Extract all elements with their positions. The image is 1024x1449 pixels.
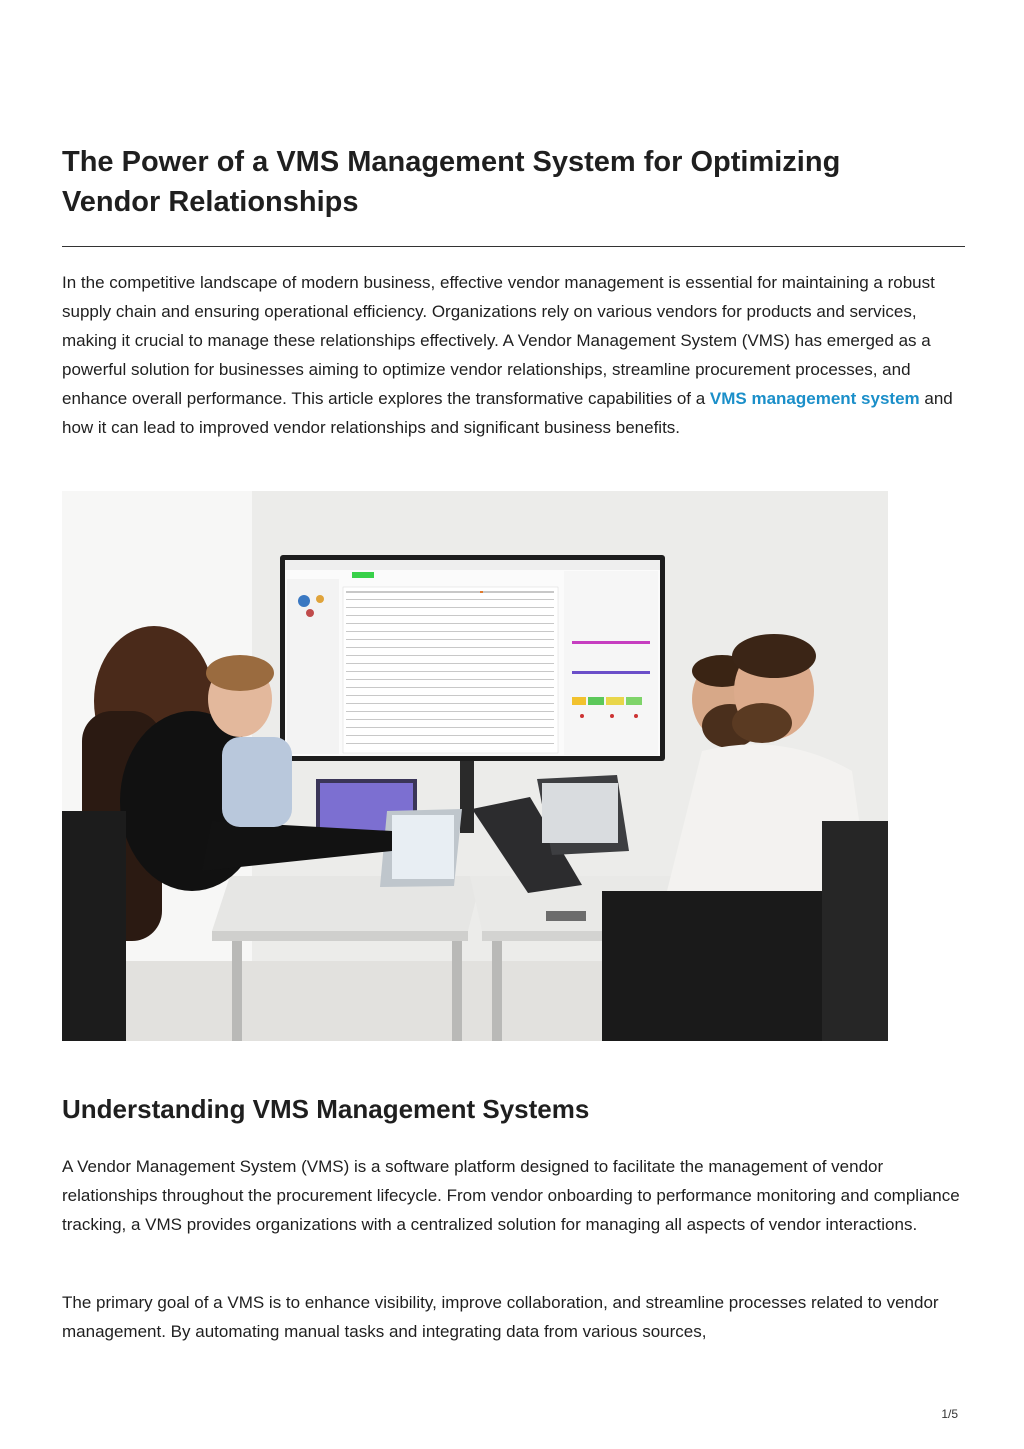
page-title: The Power of a VMS Management System for Optimizing Vendor Relationships xyxy=(62,146,841,218)
section-heading: Understanding VMS Management Systems xyxy=(62,1094,590,1124)
vms-management-system-link[interactable]: VMS management system xyxy=(709,389,920,408)
hero-image xyxy=(62,491,888,1041)
section-paragraph-2: The primary goal of a VMS is to enhance visibility, improve collaboration, and streamline processes related to vendor management. By automating manual tasks and integrating data from various sources, xyxy=(62,1293,939,1341)
intro-text-after-link: and how it can lead to improved vendor relationships and significant business benefits. xyxy=(62,389,953,437)
page-number: 1/5 xyxy=(941,1407,958,1421)
section-paragraph-1: A Vendor Management System (VMS) is a software platform designed to facilitate the management of vendor relationships throughout the procurement lifecycle. From vendor onboarding to performance monitoring and compliance tracking, a VMS provides organizations with a centralized solution for managing all aspects of vendor interactions. xyxy=(62,1157,960,1234)
intro-paragraph xyxy=(62,268,962,442)
title-divider xyxy=(62,246,965,247)
office-team-photo xyxy=(62,491,888,1041)
intro-text-before-link: In the competitive landscape of modern business, effective vendor management is essential for maintaining a robust supply chain and ensuring operational efficiency. Organizations rely on various vendors for products and services, making it crucial to manage these relationships effectively. A Vendor Management System (VMS) has emerged as a powerful solution for businesses aiming to optimize vendor relationships, streamline procurement processes, and enhance overall performance. This article explores the transformative capabilities of a xyxy=(62,273,935,408)
